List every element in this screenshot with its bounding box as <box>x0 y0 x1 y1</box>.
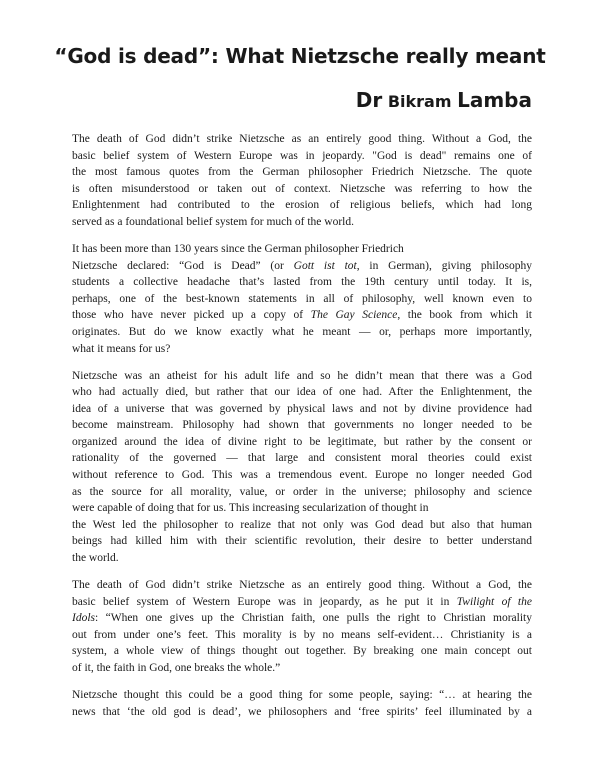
text-segment: Nietzsche declared: “God is Dead” (or <box>72 259 294 272</box>
text-segment: , the book from which it <box>397 309 532 322</box>
text-line: rationality of the governed — that large and consistent moral theories could exist <box>72 452 532 465</box>
text-line: news that ‘the old god is dead’, we philosophers and ‘free spirits’ feel illuminated by a <box>72 705 532 718</box>
paragraph-2 <box>72 241 532 357</box>
italic-book-title: The Gay Science <box>310 309 398 322</box>
text-line: the West led the philosopher to realize that not only was God dead but also that human <box>72 518 532 531</box>
article-body <box>72 131 532 731</box>
text-segment: , in German), giving philosophy <box>356 259 532 272</box>
text-line: basic belief system of Western Europe was in jeopardy. "God is dead" remains one of <box>72 149 532 162</box>
text-line <box>72 594 532 611</box>
author-last-name: Lamba <box>457 88 532 112</box>
paragraph-5 <box>72 687 532 720</box>
text-line: what it means for us? <box>72 342 171 355</box>
text-line: is often misunderstood or taken out of context. Nietzsche was referring to how the <box>72 182 532 195</box>
author-prefix: Dr <box>355 88 383 112</box>
text-line: without reference to God. This was a tremendous event. Europe no longer needed God <box>72 469 532 482</box>
text-line <box>72 610 532 627</box>
text-line: the most famous quotes from the German philosopher Friedrich Nietzsche. The quote <box>72 166 532 179</box>
article-title: “God is dead”: What Nietzsche really meant <box>54 44 546 68</box>
text-line: out from under one’s feet. This morality is by no means self-evident… Christianity is a <box>72 628 532 641</box>
text-line: Enlightenment had contributed to the erosion of religious beliefs, which had long <box>72 199 532 212</box>
text-line: students a collective headache that’s lasted from the 19th century until today. It is, <box>72 276 532 289</box>
text-line: as the source for all morality, value, or order in the universe; philosophy and science <box>72 485 532 498</box>
text-line: become mainstream. Philosophy had shown that governments no longer needed to be <box>72 419 532 432</box>
author-byline <box>356 88 532 112</box>
text-line: Nietzsche was an atheist for his adult life and so he didn’t mean that there was a God <box>72 369 532 382</box>
paragraph-4 <box>72 577 532 677</box>
italic-phrase: Gott ist tot <box>293 259 357 272</box>
italic-book-title: Idols <box>72 612 95 625</box>
text-line: system, a whole view of things thought out together. By breaking one main concept out <box>72 645 532 658</box>
text-line: of it, the faith in God, one breaks the whole.” <box>72 661 281 674</box>
text-line: beings had killed him with their scientific revolution, their desire to better understand <box>72 535 532 548</box>
italic-book-title: Twilight of the <box>456 595 532 608</box>
text-line: The death of God didn’t strike Nietzsche as an entirely good thing. Without a God, the <box>72 133 532 145</box>
text-line: idea of a universe that was governed by physical laws and not by divine providence had <box>72 402 532 415</box>
text-line: served as a foundational belief system for much of the world. <box>72 215 354 228</box>
text-segment: : “When one gives up the Christian faith, one pulls the right to Christian morality <box>95 612 532 625</box>
text-line <box>72 307 532 324</box>
text-segment: basic belief system of Western Europe was in jeopardy, as he put it in <box>72 595 457 608</box>
text-line: The death of God didn’t strike Nietzsche as an entirely good thing. Without a God, the <box>72 579 532 592</box>
author-first-name: Bikram <box>387 92 452 111</box>
paragraph-3 <box>72 368 532 567</box>
text-line: organized around the idea of divine right to be legitimate, but rather by the consent or <box>72 435 532 448</box>
text-segment: those who have never picked up a copy of <box>72 309 311 322</box>
paragraph-1 <box>72 131 532 231</box>
text-line: originates. But do we know exactly what he meant — or, perhaps more importantly, <box>72 325 532 338</box>
text-line: perhaps, one of the best-known statements in all of philosophy, well known even to <box>72 292 532 305</box>
text-line: It has been more than 130 years since the German philosopher Friedrich <box>72 242 404 255</box>
text-line: were capable of doing that for us. This increasing secularization of thought in <box>72 502 429 515</box>
text-line: who had actually died, but rather that our idea of one had. After the Enlightenment, the <box>72 386 532 399</box>
text-line: Nietzsche thought this could be a good thing for some people, saying: “… at hearing the <box>72 688 532 701</box>
text-line: the world. <box>72 552 119 565</box>
text-line <box>72 258 532 275</box>
